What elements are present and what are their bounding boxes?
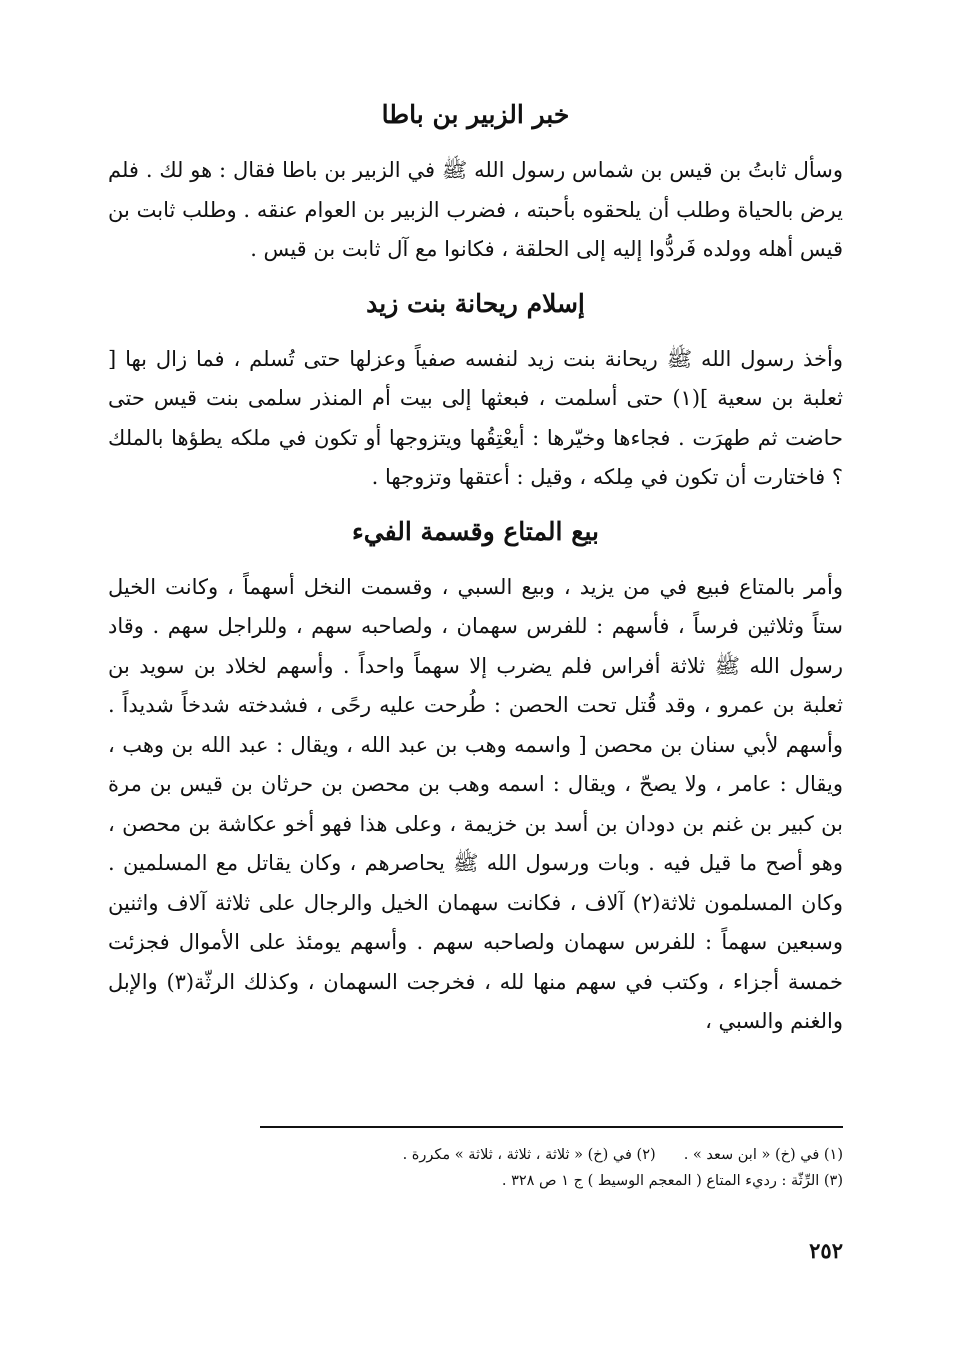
page-body: [108, 85, 843, 1054]
footnote-2: (٢) في (خ) « ثلاثة ، ثلاثة ، ثلاثة » مكررة .: [402, 1147, 656, 1163]
footnote-line-1: [260, 1142, 843, 1168]
footnotes: [260, 1126, 843, 1194]
footnote-1: (١) في (خ) « ابن سعد » .: [683, 1147, 843, 1163]
page-number: ٢٥٢: [809, 1238, 843, 1263]
section-title-rayhana: إسلام ريحانة بنت زيد: [366, 288, 585, 318]
section-paragraph-zubair: وسأل ثابتُ بن قيس بن شماس رسول الله ﷺ في الزبير بن باطا فقال : هو لك . فلم يرض بالحياة وطلب أن يلحقوه بأحبته ، فضرب الزبير بن العوام عنقه . وطلب ثابت بن قيس أهله وولده فَردُّوا إليه إلى الحلقة ، فكانوا مع آل ثابت بن قيس .: [108, 158, 843, 261]
section-paragraph-spoils: وأمر بالمتاع فبيع في من يزيد ، وبيع السبي ، وقسمت النخل أسهماً ، وكانت الخيل ستاً وثلاثين فرساً ، فأسهم : للفرس سهمان ، ولصاحبه سهم ، وللراجل سهم . وقاد رسول الله ﷺ ثلاثة أفراس فلم يضرب إلا سهماً واحداً . وأسهم لخلاد بن سويد بن ثعلبة بن عمرو ، وقد قُتل تحت الحصن : طُرحت عليه رحًى ، فشدخته شدخاً شديداً . وأسهم لأبي سنان بن محصن [ واسمه وهب بن عبد الله ، ويقال : عبد الله بن وهب ، ويقال : عامر ، ولا يصحّ ، ويقال : اسمه وهب بن محصن بن حرثان بن قيس بن مرة بن كبير بن غنم بن دودان بن أسد بن خزيمة ، وعلى هذا فهو أخو عكاشة بن محصن ، وهو أصح ما قيل فيه . وبات ورسول الله ﷺ يحاصرهم ، وكان يقاتل مع المسلمين . وكان المسلمون ثلاثة(٢) آلاف ، فكانت سهمان الخيل والرجال على ثلاثة آلاف واثنين وسبعين سهماً : للفرس سهمان ولصاحبه سهم . وأسهم يومئذ على الأموال فجزئت خمسة أجزاء ، وكتب في سهم منها لله ، فخرجت السهمان ، وكذلك الرثّة(٣) والإبل والغنم والسبي ،: [108, 574, 843, 1033]
section-title-zubair: خبر الزبير بن باطا: [381, 100, 570, 129]
section-title-spoils: بيع المتاع وقسمة الفيء: [352, 516, 599, 546]
section-paragraph-rayhana: وأخذ رسول الله ﷺ ريحانة بنت زيد لنفسه صفياً وعزلها حتى تُسلم ، فما زال بها [ ثعلبة بن سعية ](١) حتى أسلمت ، فبعثها إلى بيت أم المنذر سلمى بنت قيس حتى حاضت ثم طهرَت . فجاءها وخيّرها : أيعْتِقُها ويتزوجها أو تكون في ملكه يطؤها بالملك ؟ فاختارت أن تكون في مِلكه ، وقيل : أعتقها وتزوجها .: [108, 346, 843, 489]
footnote-line-2: [260, 1168, 843, 1194]
footnote-3: (٣) الرِّثّة : رديء المتاع ( المعجم الوسيط ) ج ١ ص ٣٢٨ .: [501, 1173, 843, 1189]
